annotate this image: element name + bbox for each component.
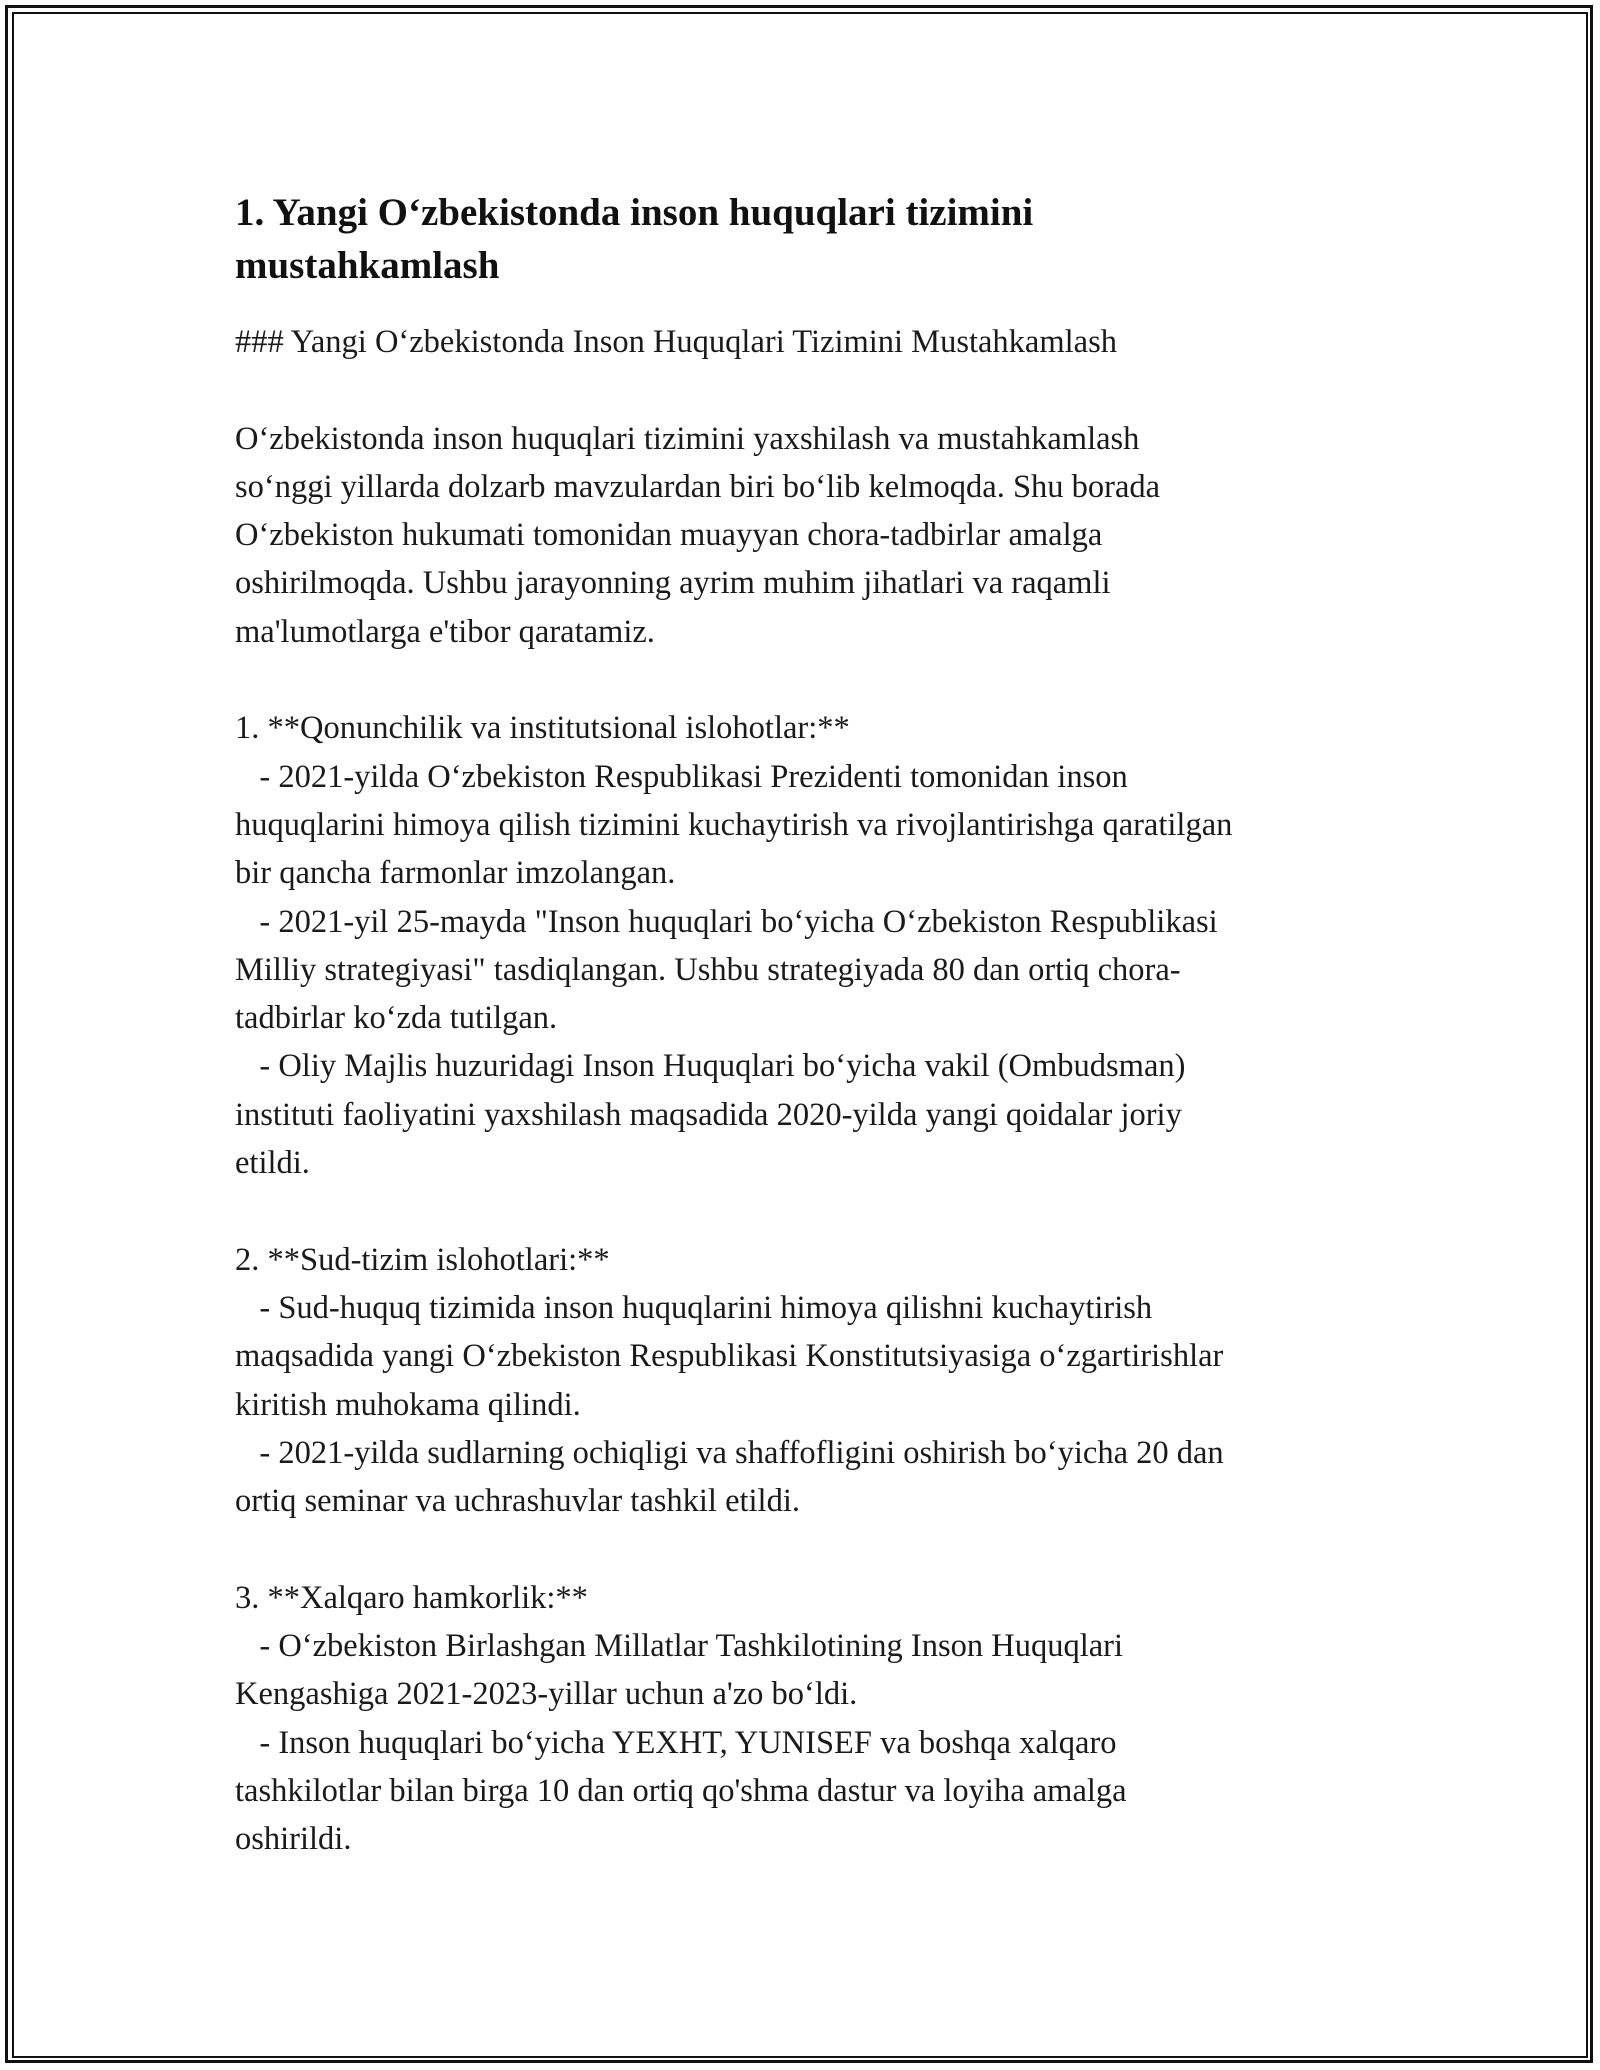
section-heading: 2. **Sud-tizim islohotlari:** (235, 1241, 610, 1278)
section-line: - 2021-yil 25-mayda "Inson huquqlari bo‘yicha O‘zbekiston Respublikasi (235, 903, 1218, 940)
spacer (235, 656, 1385, 704)
intro-line: O‘zbekiston hukumati tomonidan muayyan chora-tadbirlar amalga (235, 517, 1103, 554)
section-line: instituti faoliyatini yaxshilash maqsadida 2020-yilda yangi qoidalar joriy (235, 1096, 1182, 1133)
section-line: huquqlarini himoya qilish tizimini kuchaytirish va rivojlantirishga qaratilgan (235, 806, 1233, 843)
section-line: Milliy strategiyasi" tasdiqlangan. Ushbu strategiyada 80 dan ortiq chora- (235, 951, 1181, 988)
section-line: - Sud-huquq tizimida inson huquqlarini himoya qilishni kuchaytirish (235, 1289, 1153, 1326)
section-line: kiritish muhokama qilindi. (235, 1386, 581, 1423)
spacer (235, 1187, 1385, 1235)
intro-paragraph (235, 415, 1385, 656)
title-line: mustahkamlash (235, 244, 500, 287)
intro-line: ma'lumotlarga e'tibor qaratamiz. (235, 613, 655, 650)
document-title (235, 186, 1385, 292)
section-heading: 3. **Xalqaro hamkorlik:** (235, 1579, 588, 1616)
intro-line: O‘zbekistonda inson huquqlari tizimini yaxshilash va mustahkamlash (235, 420, 1140, 457)
section-line: - Oliy Majlis huzuridagi Inson Huquqlari bo‘yicha vakil (Ombudsman) (235, 1048, 1186, 1085)
spacer (235, 1525, 1385, 1573)
section-legislative-reforms (235, 704, 1385, 1187)
document-body (235, 186, 1385, 1864)
subheading: ### Yangi O‘zbekistonda Inson Huquqlari Tizimini Mustahkamlash (235, 324, 1117, 360)
section-line: oshirildi. (235, 1821, 352, 1858)
section-heading: 1. **Qonunchilik va institutsional islohotlar:** (235, 710, 850, 747)
section-line: bir qancha farmonlar imzolangan. (235, 855, 676, 892)
spacer (235, 366, 1385, 414)
section-line: maqsadida yangi O‘zbekiston Respublikasi Konstitutsiyasiga o‘zgartirishlar (235, 1338, 1224, 1375)
intro-line: so‘nggi yillarda dolzarb mavzulardan biri bo‘lib kelmoqda. Shu borada (235, 468, 1161, 505)
section-line: tashkilotlar bilan birga 10 dan ortiq qo'shma dastur va loyiha amalga (235, 1772, 1127, 1809)
section-judicial-reforms (235, 1236, 1385, 1526)
section-line: Kengashiga 2021-2023-yillar uchun a'zo bo‘ldi. (235, 1676, 858, 1713)
section-line: - O‘zbekiston Birlashgan Millatlar Tashkilotining Inson Huquqlari (235, 1628, 1124, 1665)
section-line: etildi. (235, 1145, 310, 1182)
section-line: - 2021-yilda sudlarning ochiqligi va shaffofligini oshirish bo‘yicha 20 dan (235, 1434, 1224, 1471)
section-line: tadbirlar ko‘zda tutilgan. (235, 1000, 558, 1037)
section-line: - Inson huquqlari bo‘yicha YEXHT, YUNISEF va boshqa xalqaro (235, 1724, 1117, 1761)
section-international-cooperation (235, 1574, 1385, 1864)
section-line: ortiq seminar va uchrashuvlar tashkil etildi. (235, 1483, 800, 1520)
intro-line: oshirilmoqda. Ushbu jarayonning ayrim muhim jihatlari va raqamli (235, 565, 1111, 602)
title-line: 1. Yangi O‘zbekistonda inson huquqlari tizimini (235, 191, 1034, 234)
section-line: - 2021-yilda O‘zbekiston Respublikasi Prezidenti tomonidan inson (235, 758, 1128, 795)
